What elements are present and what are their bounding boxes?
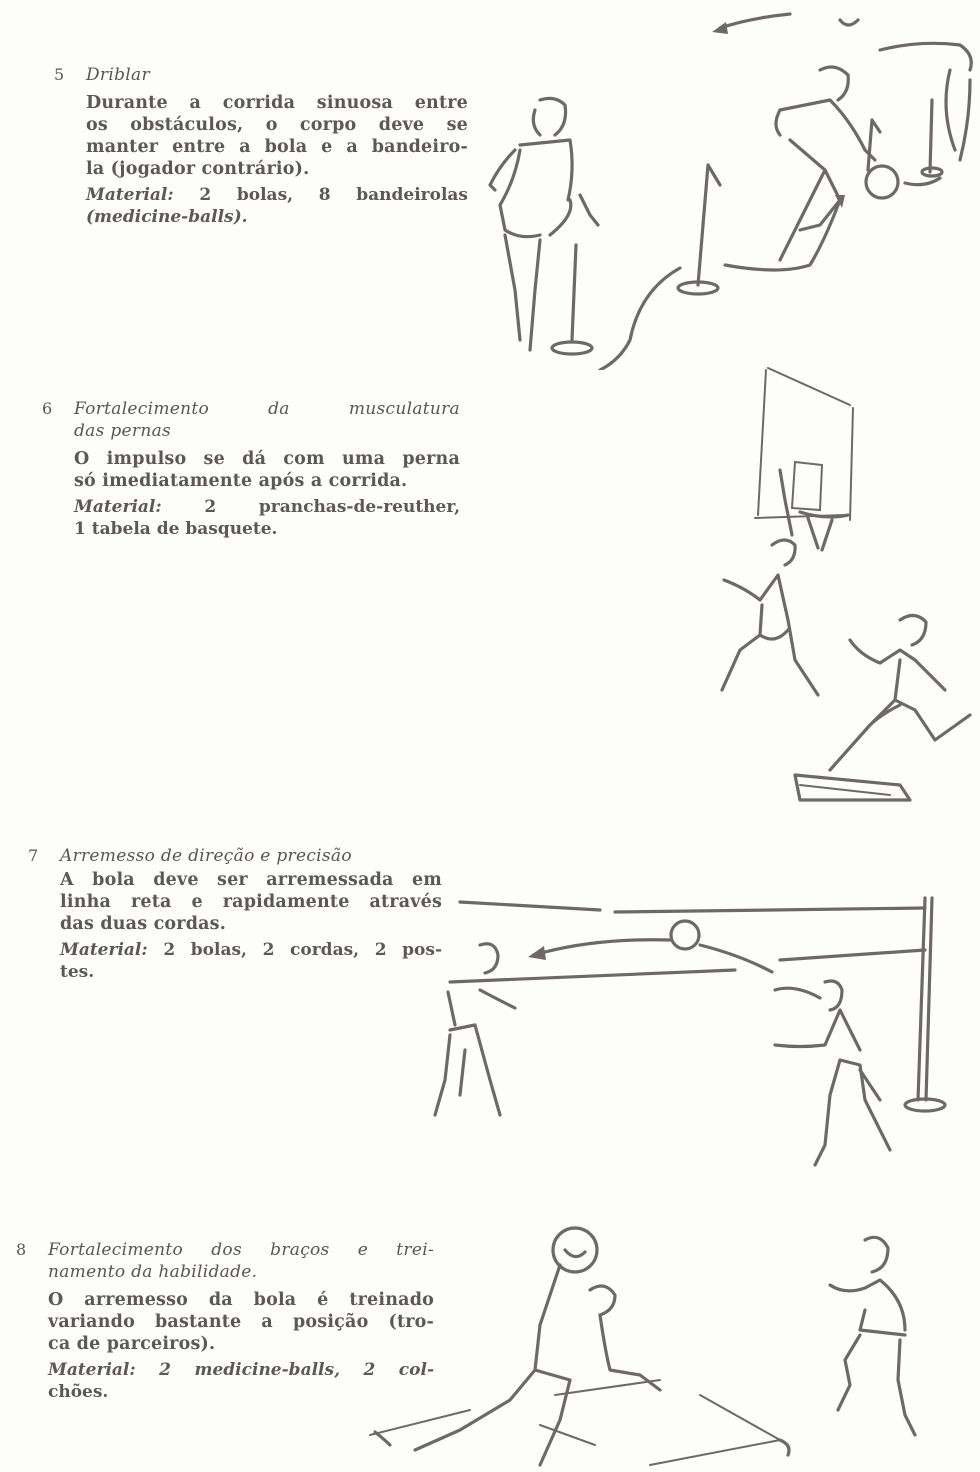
exercise-6 bbox=[42, 398, 460, 540]
description-line: manter entre a bola e a bandeiro- bbox=[86, 137, 468, 157]
illustration-dribbling-icon bbox=[480, 0, 980, 370]
material-line: 2 medicine-balls, 2 col- bbox=[159, 1360, 434, 1380]
exercise-description bbox=[86, 92, 468, 180]
exercise-material bbox=[74, 496, 460, 540]
illustration-medicine-ball-icon bbox=[360, 1200, 980, 1472]
exercise-number: 8 bbox=[16, 1240, 27, 1259]
material-line: chões. bbox=[48, 1382, 109, 1402]
description-line: os obstáculos, o corpo deve se bbox=[86, 115, 468, 135]
material-label: Material: bbox=[74, 497, 162, 517]
illustration-throw-ropes-icon bbox=[420, 880, 980, 1180]
exercise-description bbox=[74, 448, 460, 492]
material-label: Material: bbox=[48, 1360, 136, 1380]
description-line: la (jogador contrário). bbox=[86, 159, 310, 179]
material-line: 1 tabela de basquete. bbox=[74, 519, 278, 539]
description-line: variando bastante a posição (tro- bbox=[48, 1312, 434, 1332]
exercise-title: namento da habilidade. bbox=[48, 1262, 258, 1282]
description-line: Durante a corrida sinuosa entre bbox=[86, 93, 468, 113]
exercise-number: 5 bbox=[54, 65, 65, 84]
description-line: ca de parceiros). bbox=[48, 1334, 216, 1354]
exercise-number: 7 bbox=[28, 846, 39, 865]
exercise-7-heading bbox=[28, 845, 442, 867]
description-line: A bola deve ser arremessada em bbox=[60, 870, 442, 890]
material-line: 2 pranchas-de-reuther, bbox=[204, 497, 460, 517]
exercise-5 bbox=[54, 64, 468, 228]
exercise-number: 6 bbox=[42, 399, 53, 418]
material-line: (medicine-balls). bbox=[86, 207, 248, 227]
illustration-basketball-jump-icon bbox=[700, 360, 980, 820]
exercise-title: Driblar bbox=[86, 65, 150, 85]
description-line: das duas cordas. bbox=[60, 914, 227, 934]
exercise-material bbox=[86, 184, 468, 228]
material-label: Material: bbox=[86, 185, 174, 205]
description-line: O arremesso da bola é treinado bbox=[48, 1290, 434, 1310]
description-line: linha reta e rapidamente através bbox=[60, 892, 442, 912]
material-line: 2 bolas, 2 cordas, 2 pos- bbox=[163, 940, 443, 960]
material-line: tes. bbox=[60, 962, 95, 982]
exercise-title: Fortalecimento dos braços e trei- bbox=[48, 1240, 434, 1260]
exercise-material bbox=[60, 939, 442, 983]
exercise-5-heading bbox=[54, 64, 468, 86]
description-line: só imediatamente após a corrida. bbox=[74, 471, 408, 491]
exercise-description bbox=[60, 869, 442, 935]
exercise-title: Fortalecimento da musculatura bbox=[74, 399, 460, 419]
exercise-title: Arremesso de direção e precisão bbox=[60, 846, 352, 866]
exercise-title: das pernas bbox=[74, 421, 172, 441]
exercise-7 bbox=[28, 845, 442, 983]
material-label: Material: bbox=[60, 940, 148, 960]
description-line: O impulso se dá com uma perna bbox=[74, 449, 460, 469]
exercise-6-heading bbox=[42, 398, 460, 442]
material-line: 2 bolas, 8 bandeirolas bbox=[199, 185, 468, 205]
